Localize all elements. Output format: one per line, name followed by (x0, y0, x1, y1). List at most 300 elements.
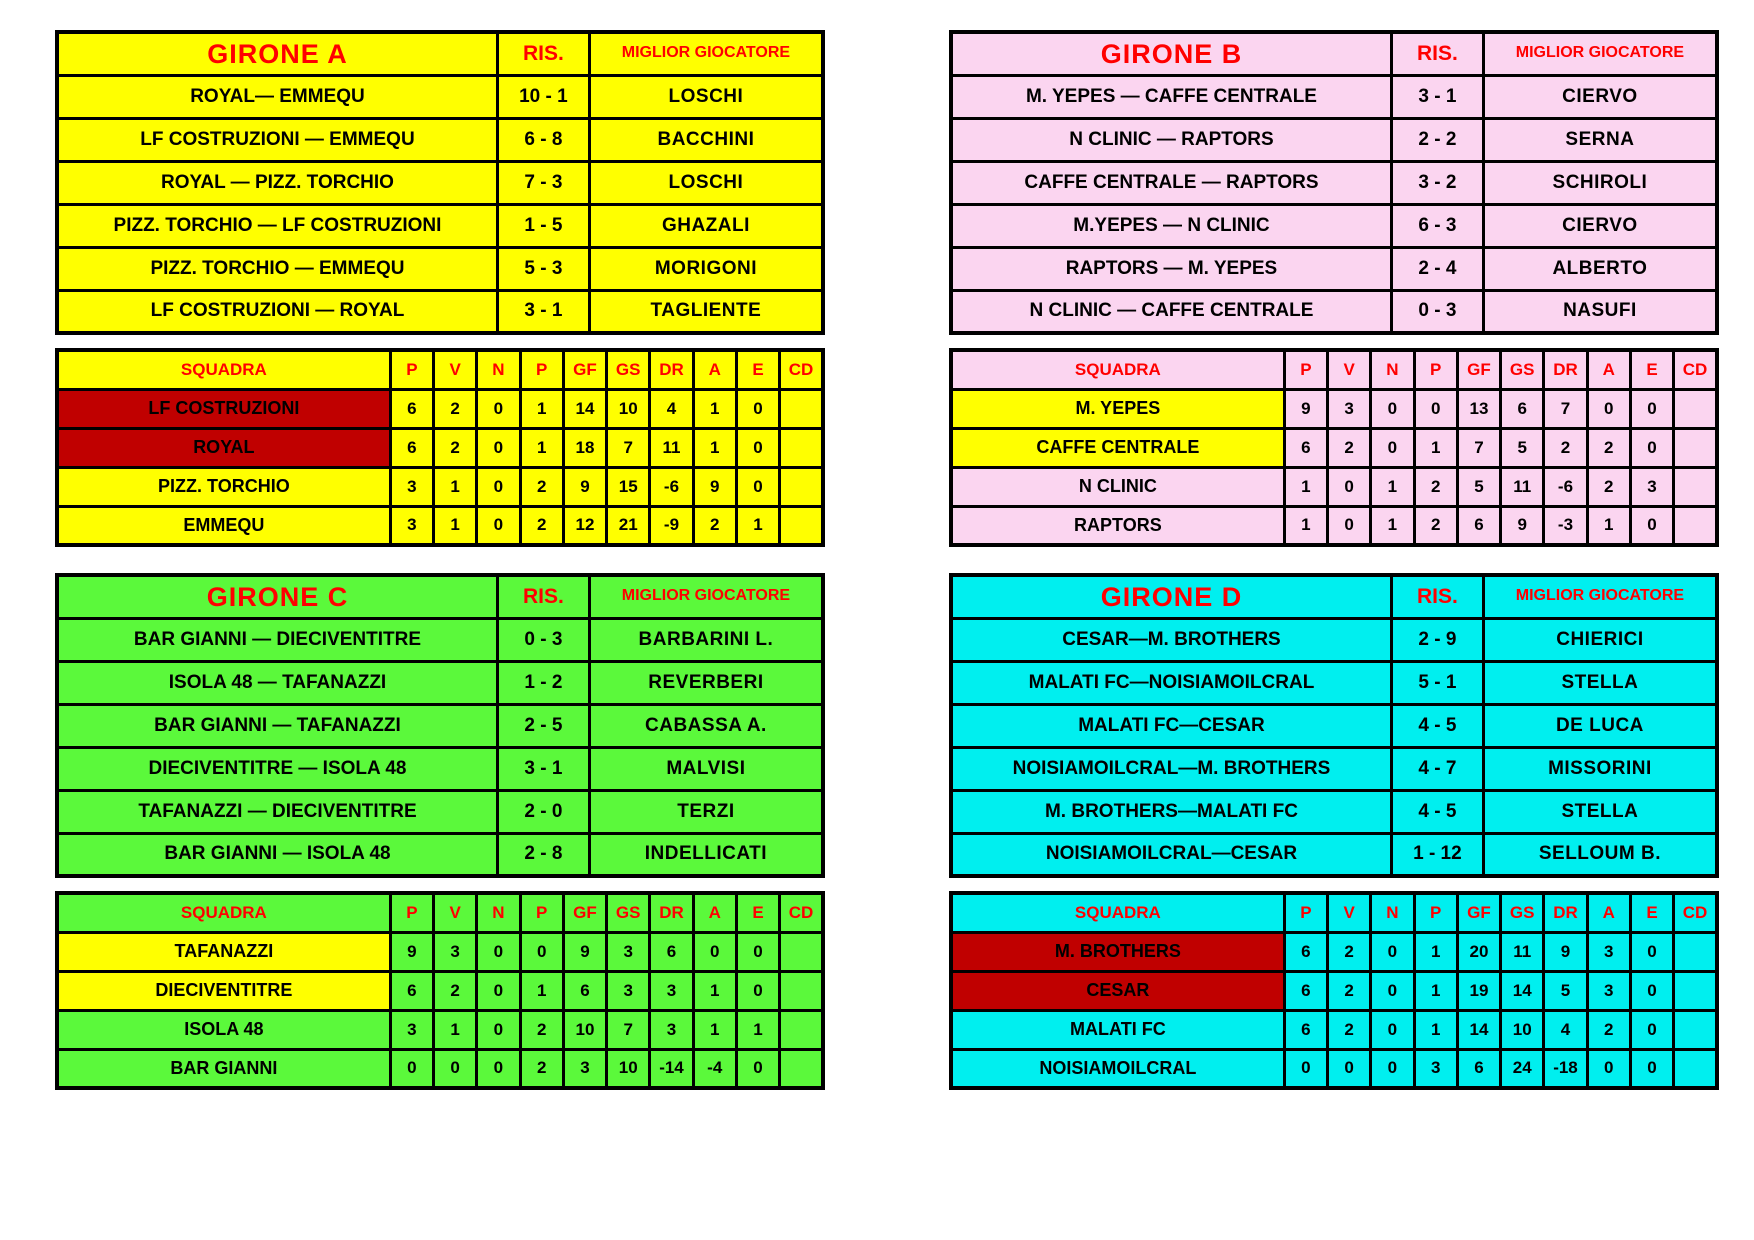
match-row (951, 204, 1717, 247)
stat-cell (1674, 1010, 1717, 1049)
group-section-girone-b (949, 30, 1719, 573)
stat-cell: 0 (520, 932, 563, 971)
standings-header-stat: E (736, 893, 779, 932)
match-row (57, 247, 823, 290)
stat-cell: 5 (1501, 428, 1544, 467)
stat-cell: 1 (693, 428, 736, 467)
match-fixture: BAR GIANNI — TAFANAZZI (57, 704, 497, 747)
match-best-player: LOSCHI (589, 161, 823, 204)
stat-cell: 9 (1544, 932, 1587, 971)
match-score: 0 - 3 (497, 618, 589, 661)
match-fixture: N CLINIC — CAFFE CENTRALE (951, 290, 1391, 333)
stat-cell: 3 (1414, 1049, 1457, 1088)
match-fixture: CAFFE CENTRALE — RAPTORS (951, 161, 1391, 204)
match-fixture: RAPTORS — M. YEPES (951, 247, 1391, 290)
stat-cell: 0 (1630, 428, 1673, 467)
match-fixture: ROYAL — PIZZ. TORCHIO (57, 161, 497, 204)
match-score: 2 - 8 (497, 833, 589, 876)
stat-cell: -9 (650, 506, 693, 545)
stat-cell: 0 (1630, 1049, 1673, 1088)
match-best-player: CIERVO (1483, 204, 1717, 247)
stat-cell: 6 (1284, 971, 1327, 1010)
stat-cell: 2 (434, 389, 477, 428)
stat-cell: 0 (1630, 971, 1673, 1010)
standings-table-girone-c (55, 891, 825, 1090)
standings-row (57, 506, 823, 545)
standings-row (57, 932, 823, 971)
stat-cell: -18 (1544, 1049, 1587, 1088)
stat-cell: 0 (1630, 932, 1673, 971)
stat-cell (780, 467, 823, 506)
stat-cell: 0 (736, 467, 779, 506)
group-section-girone-c (55, 573, 825, 1116)
stat-cell: 1 (520, 428, 563, 467)
match-row (57, 833, 823, 876)
stat-cell: 0 (477, 1010, 520, 1049)
stat-cell: 6 (390, 389, 433, 428)
match-best-player: CHIERICI (1483, 618, 1717, 661)
stat-cell: 2 (520, 506, 563, 545)
stat-cell: 7 (1457, 428, 1500, 467)
best-player-column-header: MIGLIOR GIOCATORE (1483, 575, 1717, 618)
stat-cell: 14 (1457, 1010, 1500, 1049)
match-score: 2 - 9 (1391, 618, 1483, 661)
stat-cell: 7 (607, 428, 650, 467)
team-name-cell: EMMEQU (57, 506, 390, 545)
results-table-girone-b (949, 30, 1719, 335)
standings-header-stat: GS (607, 350, 650, 389)
team-name-cell: PIZZ. TORCHIO (57, 467, 390, 506)
stat-cell: 2 (1587, 428, 1630, 467)
stat-cell: 1 (1414, 932, 1457, 971)
standings-header-stat: DR (650, 893, 693, 932)
standings-header-stat: P (1414, 350, 1457, 389)
stat-cell: 1 (434, 467, 477, 506)
standings-row (951, 467, 1717, 506)
match-best-player: CABASSA A. (589, 704, 823, 747)
match-best-player: BACCHINI (589, 118, 823, 161)
team-name-cell: M. BROTHERS (951, 932, 1284, 971)
group-title: GIRONE D (951, 575, 1391, 618)
stat-cell: 2 (1328, 428, 1371, 467)
stat-cell (1674, 467, 1717, 506)
stat-cell: 2 (520, 467, 563, 506)
match-score: 3 - 1 (1391, 75, 1483, 118)
stat-cell: 3 (390, 467, 433, 506)
match-row (951, 747, 1717, 790)
match-row (57, 204, 823, 247)
team-name-cell: LF COSTRUZIONI (57, 389, 390, 428)
standings-header-stat: DR (1544, 893, 1587, 932)
match-fixture: PIZZ. TORCHIO — EMMEQU (57, 247, 497, 290)
stat-cell: 2 (1328, 932, 1371, 971)
match-row (951, 618, 1717, 661)
stat-cell: 0 (477, 506, 520, 545)
stat-cell: -4 (693, 1049, 736, 1088)
match-fixture: LF COSTRUZIONI — ROYAL (57, 290, 497, 333)
stat-cell: 18 (563, 428, 606, 467)
stat-cell: 3 (650, 971, 693, 1010)
stat-cell: 1 (434, 1010, 477, 1049)
standings-header-stat: GF (563, 893, 606, 932)
match-fixture: M. BROTHERS—MALATI FC (951, 790, 1391, 833)
stat-cell: 3 (1328, 389, 1371, 428)
match-best-player: SERNA (1483, 118, 1717, 161)
stat-cell: 1 (520, 389, 563, 428)
match-fixture: NOISIAMOILCRAL—M. BROTHERS (951, 747, 1391, 790)
team-name-cell: CAFFE CENTRALE (951, 428, 1284, 467)
stat-cell: 5 (1457, 467, 1500, 506)
stat-cell: 24 (1501, 1049, 1544, 1088)
match-best-player: MALVISI (589, 747, 823, 790)
stat-cell: 2 (1414, 506, 1457, 545)
standings-header-row (951, 350, 1717, 389)
match-best-player: NASUFI (1483, 290, 1717, 333)
stat-cell: 1 (434, 506, 477, 545)
stat-cell: 6 (650, 932, 693, 971)
stat-cell (780, 389, 823, 428)
match-best-player: TERZI (589, 790, 823, 833)
stat-cell: -6 (1544, 467, 1587, 506)
best-player-column-header: MIGLIOR GIOCATORE (589, 575, 823, 618)
match-fixture: ISOLA 48 — TAFANAZZI (57, 661, 497, 704)
standings-row (951, 428, 1717, 467)
standings-header-stat: N (477, 893, 520, 932)
team-name-cell: DIECIVENTITRE (57, 971, 390, 1010)
match-row (951, 661, 1717, 704)
standings-row (57, 428, 823, 467)
match-row (951, 118, 1717, 161)
standings-header-stat: GS (1501, 350, 1544, 389)
results-column-header: RIS. (497, 575, 589, 618)
match-row (951, 833, 1717, 876)
stat-cell: 1 (1414, 428, 1457, 467)
standings-header-stat: N (1371, 893, 1414, 932)
results-body (951, 618, 1717, 876)
match-score: 4 - 5 (1391, 704, 1483, 747)
match-best-player: DE LUCA (1483, 704, 1717, 747)
stat-cell (1674, 389, 1717, 428)
standings-row (951, 389, 1717, 428)
stat-cell: 0 (1371, 932, 1414, 971)
standings-header-stat: P (390, 893, 433, 932)
stat-cell: 6 (390, 971, 433, 1010)
team-name-cell: CESAR (951, 971, 1284, 1010)
standings-header-stat: V (1328, 350, 1371, 389)
stat-cell: 6 (1284, 1010, 1327, 1049)
stat-cell: 3 (607, 971, 650, 1010)
match-row (951, 247, 1717, 290)
stat-cell: 0 (736, 428, 779, 467)
stat-cell: 2 (1328, 971, 1371, 1010)
match-fixture: PIZZ. TORCHIO — LF COSTRUZIONI (57, 204, 497, 247)
standings-header-stat: P (1284, 893, 1327, 932)
match-best-player: STELLA (1483, 661, 1717, 704)
standings-header-squadra: SQUADRA (57, 893, 390, 932)
standings-header-stat: DR (1544, 350, 1587, 389)
match-best-player: CIERVO (1483, 75, 1717, 118)
match-best-player: MORIGONI (589, 247, 823, 290)
team-name-cell: M. YEPES (951, 389, 1284, 428)
standings-header-stat: N (477, 350, 520, 389)
results-header-row (57, 32, 823, 75)
match-best-player: GHAZALI (589, 204, 823, 247)
group-title: GIRONE C (57, 575, 497, 618)
match-score: 1 - 12 (1391, 833, 1483, 876)
match-best-player: TAGLIENTE (589, 290, 823, 333)
standings-header-squadra: SQUADRA (951, 893, 1284, 932)
match-best-player: STELLA (1483, 790, 1717, 833)
match-fixture: MALATI FC—NOISIAMOILCRAL (951, 661, 1391, 704)
match-row (951, 790, 1717, 833)
stat-cell: 0 (390, 1049, 433, 1088)
team-name-cell: ISOLA 48 (57, 1010, 390, 1049)
stat-cell: 0 (736, 971, 779, 1010)
match-best-player: SCHIROLI (1483, 161, 1717, 204)
standings-body (57, 932, 823, 1088)
stat-cell: 7 (1544, 389, 1587, 428)
stat-cell: 0 (1630, 506, 1673, 545)
stat-cell: 2 (434, 428, 477, 467)
standings-table-girone-b (949, 348, 1719, 547)
match-best-player: INDELLICATI (589, 833, 823, 876)
stat-cell: 2 (434, 971, 477, 1010)
stat-cell: 2 (1328, 1010, 1371, 1049)
match-score: 10 - 1 (497, 75, 589, 118)
stat-cell: 9 (563, 932, 606, 971)
stat-cell: 0 (477, 1049, 520, 1088)
stat-cell: 0 (1371, 1049, 1414, 1088)
standings-body (951, 932, 1717, 1088)
stat-cell: 13 (1457, 389, 1500, 428)
stat-cell: 1 (1284, 506, 1327, 545)
stat-cell: 9 (1501, 506, 1544, 545)
standings-header-stat: E (736, 350, 779, 389)
standings-table-girone-d (949, 891, 1719, 1090)
stat-cell: -6 (650, 467, 693, 506)
match-row (57, 118, 823, 161)
stat-cell: 0 (693, 932, 736, 971)
match-row (57, 161, 823, 204)
team-name-cell: N CLINIC (951, 467, 1284, 506)
match-score: 1 - 2 (497, 661, 589, 704)
match-row (57, 618, 823, 661)
stat-cell: 0 (477, 428, 520, 467)
stat-cell: -14 (650, 1049, 693, 1088)
match-fixture: LF COSTRUZIONI — EMMEQU (57, 118, 497, 161)
stat-cell: 3 (1587, 932, 1630, 971)
standings-body (951, 389, 1717, 545)
stat-cell: 1 (693, 389, 736, 428)
stat-cell: 11 (1501, 467, 1544, 506)
stat-cell: 6 (1457, 506, 1500, 545)
standings-header-row (57, 350, 823, 389)
stat-cell: 0 (1630, 1010, 1673, 1049)
standings-row (951, 932, 1717, 971)
match-score: 2 - 0 (497, 790, 589, 833)
stat-cell: 3 (1630, 467, 1673, 506)
results-table-girone-d (949, 573, 1719, 878)
stat-cell: 0 (477, 932, 520, 971)
standings-header-stat: CD (780, 350, 823, 389)
match-score: 3 - 2 (1391, 161, 1483, 204)
match-score: 4 - 7 (1391, 747, 1483, 790)
results-column-header: RIS. (1391, 32, 1483, 75)
stat-cell: 11 (650, 428, 693, 467)
standings-header-stat: A (693, 350, 736, 389)
standings-header-stat: A (1587, 350, 1630, 389)
match-fixture: M.YEPES — N CLINIC (951, 204, 1391, 247)
stat-cell: 9 (1284, 389, 1327, 428)
stat-cell: 1 (520, 971, 563, 1010)
stat-cell: 19 (1457, 971, 1500, 1010)
match-row (57, 790, 823, 833)
results-column-header: RIS. (1391, 575, 1483, 618)
stat-cell: 0 (1371, 971, 1414, 1010)
stat-cell: 0 (477, 389, 520, 428)
stat-cell: 3 (390, 1010, 433, 1049)
stat-cell (780, 506, 823, 545)
match-best-player: REVERBERI (589, 661, 823, 704)
stat-cell: 2 (520, 1010, 563, 1049)
match-fixture: BAR GIANNI — ISOLA 48 (57, 833, 497, 876)
standings-header-stat: GS (607, 893, 650, 932)
results-table-girone-a (55, 30, 825, 335)
stat-cell: 0 (1284, 1049, 1327, 1088)
standings-header-stat: E (1630, 893, 1673, 932)
match-best-player: BARBARINI L. (589, 618, 823, 661)
stat-cell (780, 932, 823, 971)
standings-header-row (951, 893, 1717, 932)
stat-cell: 1 (693, 1010, 736, 1049)
match-score: 3 - 1 (497, 747, 589, 790)
standings-header-stat: P (520, 893, 563, 932)
stat-cell: 14 (563, 389, 606, 428)
stat-cell: 3 (607, 932, 650, 971)
match-fixture: M. YEPES — CAFFE CENTRALE (951, 75, 1391, 118)
stat-cell: 9 (563, 467, 606, 506)
match-score: 2 - 5 (497, 704, 589, 747)
match-row (57, 290, 823, 333)
match-row (951, 161, 1717, 204)
stat-cell: 0 (477, 467, 520, 506)
results-header-row (951, 575, 1717, 618)
best-player-column-header: MIGLIOR GIOCATORE (589, 32, 823, 75)
standings-row (57, 467, 823, 506)
standings-header-stat: N (1371, 350, 1414, 389)
group-title: GIRONE A (57, 32, 497, 75)
match-best-player: MISSORINI (1483, 747, 1717, 790)
stat-cell: 4 (1544, 1010, 1587, 1049)
stat-cell: 15 (607, 467, 650, 506)
match-row (951, 704, 1717, 747)
stat-cell: 2 (1414, 467, 1457, 506)
match-fixture: NOISIAMOILCRAL—CESAR (951, 833, 1391, 876)
standings-body (57, 389, 823, 545)
stat-cell: 1 (736, 506, 779, 545)
standings-header-stat: P (520, 350, 563, 389)
stat-cell: 1 (1414, 971, 1457, 1010)
standings-row (951, 506, 1717, 545)
stat-cell: 1 (1371, 506, 1414, 545)
standings-header-stat: P (1414, 893, 1457, 932)
stat-cell (1674, 971, 1717, 1010)
match-row (57, 704, 823, 747)
standings-header-stat: V (434, 893, 477, 932)
results-body (57, 75, 823, 333)
match-fixture: MALATI FC—CESAR (951, 704, 1391, 747)
stat-cell: 20 (1457, 932, 1500, 971)
standings-header-stat: P (1284, 350, 1327, 389)
stat-cell: -3 (1544, 506, 1587, 545)
team-name-cell: MALATI FC (951, 1010, 1284, 1049)
match-row (57, 661, 823, 704)
team-name-cell: TAFANAZZI (57, 932, 390, 971)
stat-cell: 0 (1414, 389, 1457, 428)
results-column-header: RIS. (497, 32, 589, 75)
match-row (57, 747, 823, 790)
match-fixture: ROYAL— EMMEQU (57, 75, 497, 118)
stat-cell: 3 (434, 932, 477, 971)
stat-cell: 0 (477, 971, 520, 1010)
match-score: 3 - 1 (497, 290, 589, 333)
stat-cell: 0 (1587, 389, 1630, 428)
stat-cell: 6 (1457, 1049, 1500, 1088)
standings-header-stat: GF (1457, 893, 1500, 932)
results-table-girone-c (55, 573, 825, 878)
standings-header-row (57, 893, 823, 932)
match-score: 1 - 5 (497, 204, 589, 247)
standings-row (951, 1010, 1717, 1049)
stat-cell: 2 (1544, 428, 1587, 467)
team-name-cell: RAPTORS (951, 506, 1284, 545)
standings-table-girone-a (55, 348, 825, 547)
match-score: 5 - 1 (1391, 661, 1483, 704)
stat-cell: 12 (563, 506, 606, 545)
team-name-cell: ROYAL (57, 428, 390, 467)
stat-cell: 3 (563, 1049, 606, 1088)
standings-header-stat: GS (1501, 893, 1544, 932)
stat-cell: 4 (650, 389, 693, 428)
stat-cell (1674, 932, 1717, 971)
stat-cell: 3 (1587, 971, 1630, 1010)
stat-cell: 0 (736, 932, 779, 971)
stat-cell: 10 (563, 1010, 606, 1049)
match-score: 4 - 5 (1391, 790, 1483, 833)
standings-header-stat: CD (1674, 893, 1717, 932)
stat-cell (780, 1010, 823, 1049)
stat-cell: 6 (563, 971, 606, 1010)
stat-cell: 10 (607, 389, 650, 428)
match-fixture: N CLINIC — RAPTORS (951, 118, 1391, 161)
results-header-row (951, 32, 1717, 75)
stat-cell: 0 (1328, 467, 1371, 506)
standings-header-squadra: SQUADRA (951, 350, 1284, 389)
stat-cell: 5 (1544, 971, 1587, 1010)
stat-cell: 2 (1587, 467, 1630, 506)
results-body (951, 75, 1717, 333)
match-best-player: LOSCHI (589, 75, 823, 118)
stat-cell (780, 1049, 823, 1088)
match-fixture: DIECIVENTITRE — ISOLA 48 (57, 747, 497, 790)
stat-cell (1674, 428, 1717, 467)
standings-row (57, 1049, 823, 1088)
standings-header-stat: A (1587, 893, 1630, 932)
stat-cell: 6 (1501, 389, 1544, 428)
standings-header-stat: A (693, 893, 736, 932)
stat-cell: 6 (1284, 428, 1327, 467)
stat-cell: 2 (520, 1049, 563, 1088)
